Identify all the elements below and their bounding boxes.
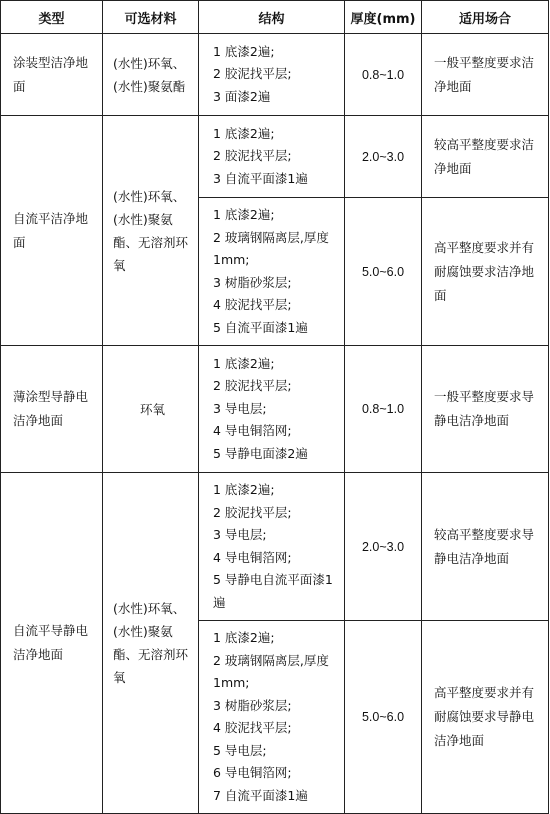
thickness-cell: 0.8~1.0 [345, 34, 422, 116]
structure-step: 3 面漆2遍 [213, 88, 271, 104]
structure-step: 1 底漆2遍; [213, 125, 275, 141]
type-cell: 自流平洁净地面 [1, 116, 103, 346]
thickness-cell: 5.0~6.0 [345, 198, 422, 346]
header-application: 适用场合 [422, 1, 549, 34]
application-cell: 高平整度要求并有耐腐蚀要求导静电洁净地面 [422, 621, 549, 814]
table-row [1, 116, 549, 198]
material-cell: (水性)环氧、(水性)聚氨酯、无溶剂环氧 [103, 116, 199, 346]
application-cell: 较高平整度要求导静电洁净地面 [422, 473, 549, 621]
structure-step: 2 玻璃钢隔离层,厚度1mm; [213, 652, 329, 690]
application-cell: 高平整度要求并有耐腐蚀要求洁净地面 [422, 198, 549, 346]
structure-step: 1 底漆2遍; [213, 43, 275, 59]
structure-step: 1 底漆2遍; [213, 355, 275, 371]
structure-step: 2 胶泥找平层; [213, 66, 292, 82]
thickness-cell: 5.0~6.0 [345, 621, 422, 814]
structure-step: 2 玻璃钢隔离层,厚度1mm; [213, 229, 329, 267]
structure-step: 6 导电铜箔网; [213, 765, 292, 780]
application-cell: 较高平整度要求洁净地面 [422, 116, 549, 198]
structure-step: 5 自流平面漆1遍 [213, 319, 308, 335]
structure-step: 1 底漆2遍; [213, 207, 275, 222]
structure-step: 1 底漆2遍; [213, 630, 275, 645]
structure-step: 3 自流平面漆1遍 [213, 170, 308, 186]
structure-step: 7 自流平面漆1遍 [213, 787, 308, 803]
application-cell: 一般平整度要求导静电洁净地面 [422, 346, 549, 473]
type-cell: 自流平导静电洁净地面 [1, 473, 103, 814]
structure-cell [199, 621, 345, 814]
table-row [1, 473, 549, 621]
thickness-cell: 2.0~3.0 [345, 116, 422, 198]
structure-cell [199, 473, 345, 621]
structure-cell [199, 198, 345, 346]
structure-step: 2 胶泥找平层; [213, 378, 292, 394]
structure-cell [199, 346, 345, 473]
structure-step: 5 导静电面漆2遍 [213, 445, 308, 461]
structure-step: 3 树脂砂浆层; [213, 697, 292, 713]
structure-cell [199, 116, 345, 198]
header-row [1, 1, 549, 34]
header-structure: 结构 [199, 1, 345, 34]
material-cell: (水性)环氧、(水性)聚氨酯、无溶剂环氧 [103, 473, 199, 814]
header-type: 类型 [1, 1, 103, 34]
type-cell: 薄涂型导静电洁净地面 [1, 346, 103, 473]
table-row [1, 34, 549, 116]
structure-step: 2 胶泥找平层; [213, 148, 292, 164]
structure-step: 3 树脂砂浆层; [213, 274, 292, 290]
structure-step: 5 导静电自流平面漆1遍 [213, 572, 333, 610]
structure-step: 4 导电铜箔网; [213, 423, 292, 439]
header-thickness: 厚度(mm) [345, 1, 422, 34]
structure-step: 4 胶泥找平层; [213, 297, 292, 312]
structure-step: 3 导电层; [213, 527, 267, 542]
structure-step: 4 导电铜箔网; [213, 549, 292, 565]
structure-step: 3 导电层; [213, 400, 267, 416]
material-cell: (水性)环氧、(水性)聚氨酯 [103, 34, 199, 116]
structure-step: 2 胶泥找平层; [213, 504, 292, 520]
table-row [1, 346, 549, 473]
material-cell: 环氧 [103, 346, 199, 473]
structure-cell [199, 34, 345, 116]
header-material: 可选材料 [103, 1, 199, 34]
application-cell: 一般平整度要求洁净地面 [422, 34, 549, 116]
structure-step: 4 胶泥找平层; [213, 720, 292, 735]
thickness-cell: 0.8~1.0 [345, 346, 422, 473]
thickness-cell: 2.0~3.0 [345, 473, 422, 621]
structure-step: 1 底漆2遍; [213, 482, 275, 497]
type-cell: 涂装型洁净地面 [1, 34, 103, 116]
structure-step: 5 导电层; [213, 742, 267, 758]
